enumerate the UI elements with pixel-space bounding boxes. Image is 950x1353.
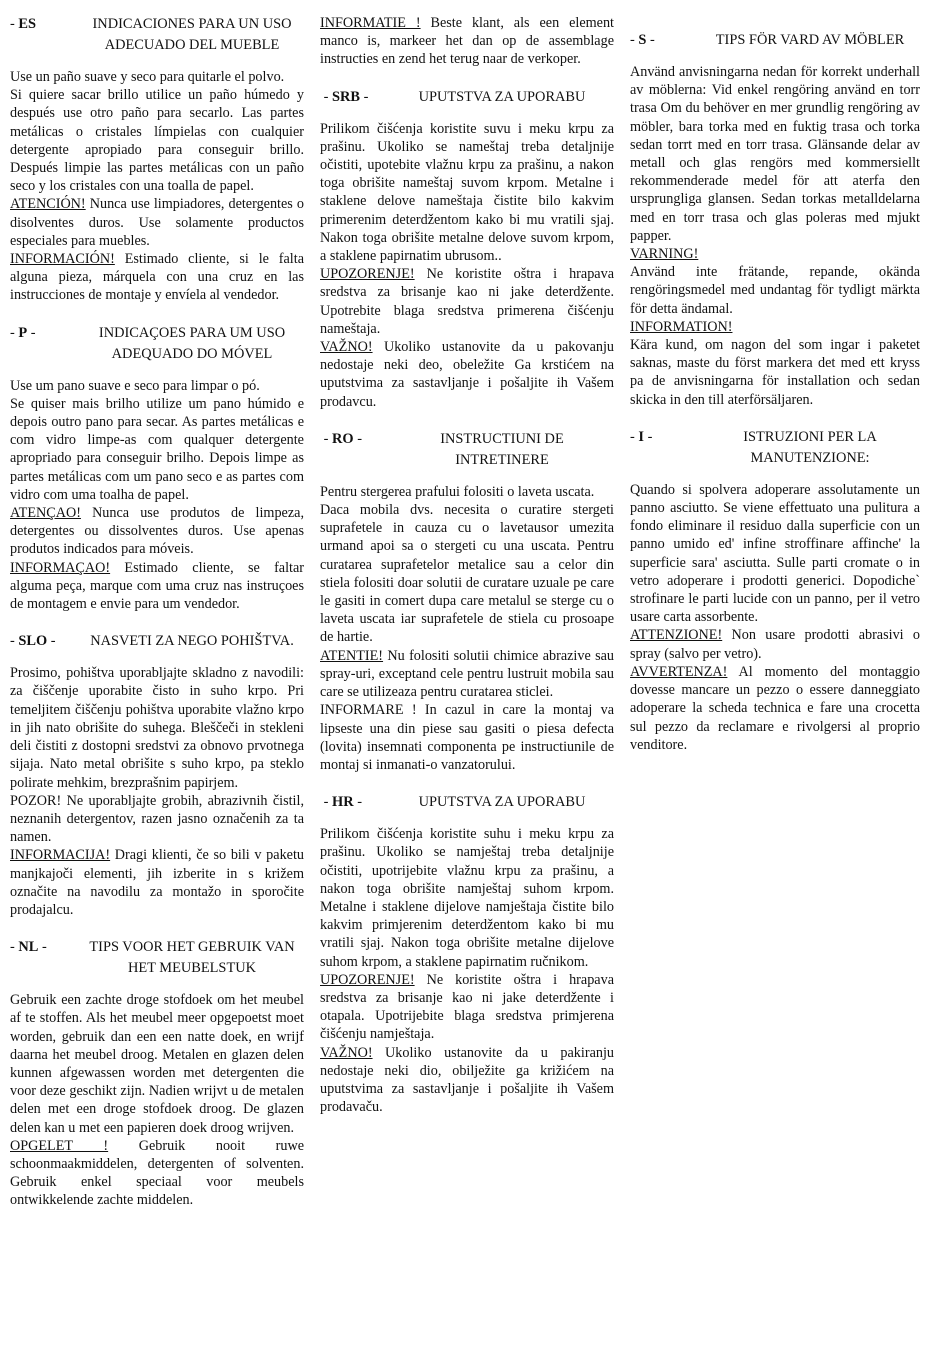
body-paragraph: Prilikom čišćenja koristite suvu i meku krpu za prašinu. Ukoliko se nameštaj treba detaljnije očistiti, upotebite vlažnu krpu za prašinu, a nakon toga obrišite nameštaj suvom krpom. Metalne i staklene delove nameštaja čistite bilo kakvim primerenim deterdžentom kako bi mu vratili sjaj. Nakon toga obrišite metalne delove suvom krpom, a staklene papirnatim ubrusom.. bbox=[320, 120, 614, 265]
section-header bbox=[630, 30, 920, 51]
warning-note bbox=[10, 195, 304, 250]
body-paragraph: Daca mobila dvs. necesita o curatire stergeti suprafetele in cauza cu o lavetausor umezita urmand apoi sa o stergeti cu una uscata. Pentru curatarea suprafetelor metalice sau a celor din stiela folositi doar solutii de curatare uzuale pe care le gasiti in comert dupa care metalul se sterge cu o laveta uscata iar suprafetele de stiela cu prosoape de hartie. bbox=[320, 502, 614, 646]
section-srb bbox=[320, 87, 614, 411]
info-text: Kära kund, om nagon del som ingar i paketet saknas, maste du först markera det med ett kryss pa de anvisningarna för installation och sedan skicka in den till aterförsäljaren. bbox=[630, 337, 920, 408]
section-header bbox=[10, 14, 304, 56]
language-code: - SLO - bbox=[10, 633, 56, 650]
body-paragraph: Använd anvisningarna nedan för korrekt underhall av möblerna: Vid enkel rengöring använd en torr trasa Om du behöver en mer grundlig rengöring av möbler, bara torka med en fuktig trasa och torka sedan torrt med en torr trasa. Glänsande delar av metall och glas rengörs med kommersiellt rekommenderade medel för att aterfa den ursprungliga glansen. Sedan torkas metalldelarna med en torr trasa och glas poleras med mjukt papper. bbox=[630, 64, 920, 244]
warning-label: POZOR! bbox=[10, 792, 62, 809]
warning-label-line bbox=[630, 245, 920, 263]
info-note bbox=[10, 559, 304, 614]
section-title: NASVETI ZA NEGO POHIŠTVA. bbox=[90, 633, 294, 650]
section-nl-continued bbox=[320, 14, 614, 69]
body-paragraph: Si quiere sacar brillo utilice un paño húmedo y después use otro paño para secarlo. Las partes metálicas o cristales límpielas con cualquier detergente apropiado para conseguir brillo. Después limpie las partes metálicas con un paño seco y los cristales con una toalla de papel. bbox=[10, 87, 304, 195]
language-code: - ES bbox=[10, 16, 36, 32]
warning-label: ATENTIE! bbox=[320, 647, 384, 664]
section-title: INDICAÇOES PARA UM USO ADEQUADO DO MÓVEL bbox=[98, 324, 286, 362]
warning-text: Nu folositi solutii chimice abrazive sau spray-uri, exceptand cele pentru lustruit mobila sau care se utilizeaza pentru curatarea sticlei. bbox=[320, 647, 614, 701]
warning-note bbox=[630, 626, 920, 662]
warning-note bbox=[10, 504, 304, 559]
section-title: UPUTSTVA ZA UPORABU bbox=[418, 88, 586, 105]
body-paragraph: Prilikom čišćenja koristite suhu i meku krpu za prašinu. Ukoliko se namještaj treba detaljnije očistiti, upotrijebite vlažnu krpu za prašinu, a nakon toga obrišite namještaj suhom krpom. Metalne i staklene dijelove namještaja čistite bilo kakvim primjerenim deterdžentom kako bi mu vratili sjaj. Nakon toga obrišite metalne dijelove suhom krpom, a staklene papirnatim ručnikom. bbox=[320, 826, 614, 970]
section-header bbox=[320, 792, 614, 813]
warning-label: ATENÇAO! bbox=[10, 505, 81, 522]
info-text: Al momento del montaggio dovesse mancare un pezzo o essere danneggiato adoperare la scheda technica e fare una crocetta sul pezzo da reclamare e rivolgersi al proprio venditore. bbox=[630, 663, 920, 753]
section-title: TIPS VOOR HET GEBRUIK VAN HET MEUBELSTUK bbox=[89, 939, 295, 977]
warning-label: ATENCIÓN! bbox=[10, 196, 86, 213]
warning-text: Non usare prodotti abrasivi o spray (salvo per vetro). bbox=[630, 627, 920, 662]
section-title: TIPS FÖR VARD AV MÖBLER bbox=[715, 32, 905, 48]
warning-label: VARNING! bbox=[630, 246, 699, 263]
info-label: INFORMACIÓN! bbox=[10, 251, 115, 268]
language-code: - I - bbox=[630, 428, 653, 445]
info-note bbox=[10, 846, 304, 919]
column-2 bbox=[320, 14, 614, 1134]
warning-text: Ne uporabljajte grobih, abrazivnih čistil, neznanih detergentov, razen jasno označenih za ta namen. bbox=[10, 792, 304, 846]
section-nl bbox=[10, 937, 304, 1209]
info-note bbox=[320, 14, 614, 69]
section-slo bbox=[10, 631, 304, 919]
section-header bbox=[10, 631, 304, 652]
info-note bbox=[320, 338, 614, 411]
info-label: INFORMATION! bbox=[630, 318, 733, 335]
section-ro bbox=[320, 429, 614, 774]
info-note bbox=[10, 250, 304, 305]
column-1 bbox=[10, 14, 304, 1228]
section-hr bbox=[320, 792, 614, 1116]
section-title: UPUTSTVA ZA UPORABU bbox=[418, 794, 586, 811]
language-code: - RO - bbox=[320, 430, 362, 447]
section-header bbox=[320, 429, 614, 471]
section-title: ISTRUZIONI PER LA MANUTENZIONE: bbox=[743, 428, 877, 466]
warning-label: ATTENZIONE! bbox=[630, 627, 723, 644]
body-paragraph: Gebruik een zachte droge stofdoek om het meubel af te stoffen. Als het meubel meer opgepoetst moet worden, gebruik dan een een natte doek, en wrijf daarna het meubel droog. Metalen en glazen delen kunnen afgewassen worden met detergenten die voor deze geschikt zijn. Nadien wrijvt u de metalen delen met een droge stofdoek droog. De glazen delen kan u met een papieren doek droog wrijven. bbox=[10, 992, 304, 1136]
info-label: INFORMAÇAO! bbox=[10, 559, 111, 576]
language-code: - S - bbox=[630, 32, 655, 48]
info-label: VAŽNO! bbox=[320, 339, 373, 356]
info-note bbox=[320, 1044, 614, 1117]
section-p bbox=[10, 323, 304, 614]
section-header bbox=[320, 87, 614, 108]
info-text: Dragi klienti, če so bili v paketu manjkajoči elementi, jih izberite in s križem označite na navodilu za montažo in sporočite prodajalcu. bbox=[10, 847, 304, 918]
warning-note bbox=[320, 971, 614, 1044]
body-paragraph: Quando si spolvera adoperare assolutamente un panno asciutto. Se viene effettuato una pulitura a fondo eliminare il residuo dalla superficie con un panno umido ed' infine stroffinare affinche' la superficie sara' asciutta. Sulle parti cromate o in vetro adoperare i prodotti generici. Dopodiche` strofinare le parti lucide con un panno, per il vetro usare carta assorbente. bbox=[630, 481, 920, 626]
info-text: Ukoliko ustanovite da u pakiranju nedostaje neki dio, obilježite ga križićem na uputstvima za sastavljanje i pošaljite ih Vašem prodavaču. bbox=[320, 1044, 614, 1116]
warning-text: Ne koristite oštra i hrapava sredstva za brisanje kao ni jake deterdžente i otapala. Upotrijebite blaga sredstva primjerena čišćenju namještaja. bbox=[320, 971, 614, 1043]
body-paragraph: Use um pano suave e seco para limpar o pó. bbox=[10, 377, 260, 394]
warning-label: UPOZORENJE! bbox=[320, 266, 415, 283]
section-header bbox=[10, 937, 304, 979]
section-title: INSTRUCTIUNI DE INTRETINERE bbox=[440, 430, 564, 468]
section-i bbox=[630, 427, 920, 754]
section-header bbox=[630, 427, 920, 469]
info-label: INFORMARE ! bbox=[320, 702, 417, 719]
warning-note bbox=[10, 1137, 304, 1210]
warning-text: Ne koristite oštra i hrapava sredstva za brisanje kao ni jake deterdžente. Upotrebite blaga sredstva primerena čišćenju nameštaja. bbox=[320, 266, 614, 337]
warning-label: UPOZORENJE! bbox=[320, 971, 415, 988]
language-code: - SRB - bbox=[320, 88, 369, 105]
body-paragraph: Use un paño suave y seco para quitarle el polvo. bbox=[10, 69, 285, 85]
info-label-line bbox=[630, 318, 920, 336]
warning-note bbox=[10, 792, 304, 847]
language-code: - NL - bbox=[10, 939, 47, 956]
warning-text: Nunca use limpiadores, detergentes o disolventes duros. Use solamente productos especiales para muebles. bbox=[10, 196, 304, 249]
warning-text: Nunca use produtos de limpeza, detergentes ou dissolventes duros. Use apenas produtos indicados para móveis. bbox=[10, 505, 304, 558]
body-paragraph: Se quiser mais brilho utilize um pano húmido e depois outro pano para secar. As partes metálicas e com vidro limpe-as com qualquer detergente apropriado para conseguir brilho. Depois limpe as partes metálicas com um pano seco e as partes com vidro com uma toalha de papel. bbox=[10, 395, 304, 503]
info-text: Ukoliko ustanovite da u pakovanju nedostaje neki deo, obeležite Ga krstićem na uputstvima za sastavljanje i pošaljite ih Vašem prodavcu. bbox=[320, 339, 614, 410]
info-label: INFORMATIE ! bbox=[320, 15, 421, 31]
section-es bbox=[10, 14, 304, 305]
language-code: - P - bbox=[10, 324, 36, 341]
warning-text: Gebruik nooit ruwe schoonmaakmiddelen, detergenten of solventen. Gebruik enkel speciaal voor meubels ontwikkelende zachte middelen. bbox=[10, 1137, 304, 1209]
info-note bbox=[320, 701, 614, 774]
section-header bbox=[10, 323, 304, 365]
body-paragraph: Prosimo, pohištva uporabljajte skladno z navodili: za čiščenje uporabite čisto in suho krpo. Pri temeljitem čiščenju pohištva uporabite vlažno krpo in jih nato obrišite do suhega. Bleščeči in stekleni deli čistiti z dostopni sredstvi za obnovo prvotnega sijaja. Nato metal obrišite s suho krpo, pa steklo polirate mehkim, brezprašnim papirjem. bbox=[10, 665, 304, 791]
info-label: VAŽNO! bbox=[320, 1044, 373, 1061]
info-note bbox=[630, 663, 920, 754]
info-text: Estimado cliente, se faltar alguma peça, marque com uma cruz nas instruçoes de montagem e envie para um vendedor. bbox=[10, 559, 304, 613]
warning-note bbox=[320, 647, 614, 702]
warning-note bbox=[320, 265, 614, 338]
info-text: In cazul in care la montaj va lipseste una din piese sau gasiti o piesa defecta (lovita) insemnati componenta pe instructiunile de montaj si inmanati-o vanzatorului. bbox=[320, 702, 614, 773]
info-text: Beste klant, als een element manco is, markeer het dan op de assemblage instructies en zend het terug naar de verkoper. bbox=[320, 15, 615, 68]
info-label: INFORMACIJA! bbox=[10, 847, 111, 864]
section-s bbox=[630, 30, 920, 409]
column-3 bbox=[630, 30, 920, 772]
body-paragraph: Pentru stergerea prafului folositi o laveta uscata. bbox=[320, 483, 595, 500]
section-title: INDICACIONES PARA UN USO ADECUADO DEL MUEBLE bbox=[92, 16, 292, 53]
warning-text: Använd inte frätande, repande, okända rengöringsmedel med undantag för tydligt märkta för detta ändamal. bbox=[630, 264, 920, 317]
info-text: Estimado cliente, si le falta alguna pieza, márquela con una cruz en las instrucciones de montaje y envíela al vendedor. bbox=[10, 251, 304, 304]
info-label: AVVERTENZA! bbox=[630, 663, 728, 680]
language-code: - HR - bbox=[320, 794, 362, 811]
warning-label: OPGELET ! bbox=[10, 1137, 109, 1154]
